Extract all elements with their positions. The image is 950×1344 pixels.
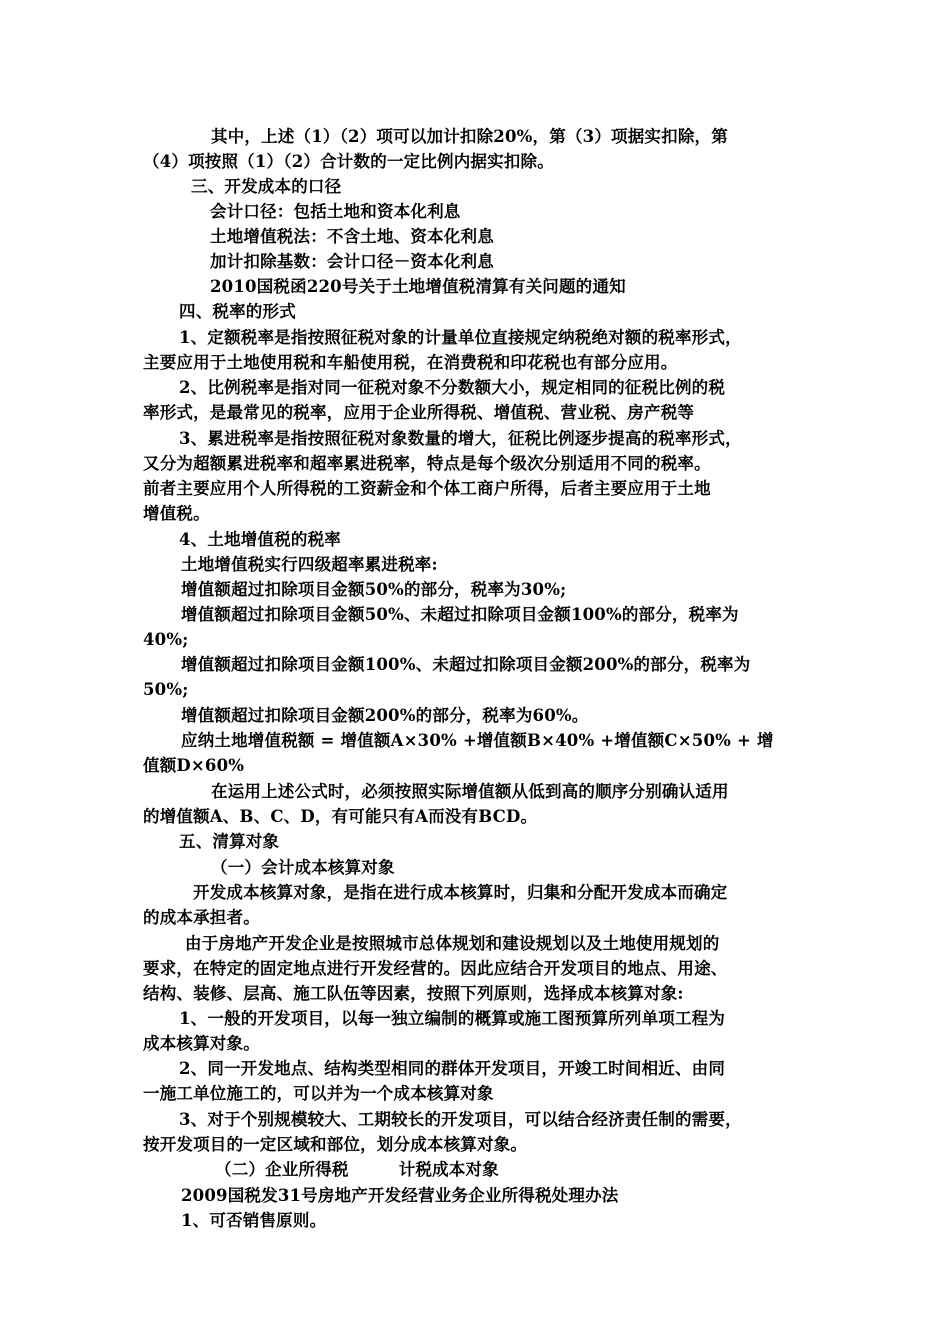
paragraph-line: 2009国税发31号房地产开发经营业务企业所得税处理办法 bbox=[181, 1186, 619, 1205]
paragraph-line: 成本核算对象。 bbox=[143, 1034, 260, 1053]
subsection-heading: （二）企业所得税 计税成本对象 bbox=[215, 1160, 499, 1179]
paragraph-line: 2、比例税率是指对同一征税对象不分数额大小，规定相同的征税比例的税 bbox=[179, 378, 726, 397]
section-heading: 三、开发成本的口径 bbox=[191, 177, 342, 196]
paragraph-line: 结构、装修、层高、施工队伍等因素，按照下列原则，选择成本核算对象: bbox=[143, 984, 684, 1003]
paragraph-line: 前者主要应用个人所得税的工资薪金和个体工商户所得，后者主要应用于土地 bbox=[143, 479, 711, 498]
paragraph-line: 在运用上述公式时，必须按照实际增值额从低到高的顺序分别确认适用 bbox=[211, 782, 729, 801]
subsection-heading: 4、土地增值税的税率 bbox=[179, 530, 341, 549]
paragraph-line: 的增值额A、B、C、D，有可能只有A而没有BCD。 bbox=[143, 807, 538, 826]
paragraph-line: 增值税。 bbox=[143, 504, 210, 523]
paragraph-line: 率形式，是最常见的税率，应用于企业所得税、增值税、营业税、房产税等 bbox=[143, 403, 695, 422]
paragraph-line: 又分为超额累进税率和超率累进税率，特点是每个级次分别适用不同的税率。 bbox=[143, 454, 711, 473]
paragraph-line: 一施工单位施工的，可以并为一个成本核算对象 bbox=[143, 1084, 494, 1103]
paragraph-line: 2、同一开发地点、结构类型相同的群体开发项目，开竣工时间相近、由同 bbox=[179, 1059, 726, 1078]
paragraph-line: 要求，在特定的固定地点进行开发经营的。因此应结合开发项目的地点、用途、 bbox=[143, 959, 728, 978]
paragraph-line: 会计口径：包括土地和资本化利息 bbox=[210, 202, 461, 221]
paragraph-line: 由于房地产开发企业是按照城市总体规划和建设规划以及土地使用规划的 bbox=[185, 934, 720, 953]
formula-line: 值额D×60% bbox=[143, 756, 245, 775]
paragraph-line: 主要应用于土地使用税和车船使用税，在消费税和印花税也有部分应用。 bbox=[143, 353, 678, 372]
subsection-heading: （一）会计成本核算对象 bbox=[211, 858, 395, 877]
paragraph-line: 增值额超过扣除项目金额100%、未超过扣除项目金额200%的部分，税率为 bbox=[181, 655, 751, 674]
paragraph-line: 3、对于个别规模较大、工期较长的开发项目，可以结合经济责任制的需要， bbox=[179, 1110, 742, 1129]
paragraph-line: 加计扣除基数：会计口径－资本化利息 bbox=[210, 252, 494, 271]
paragraph-line: 1、一般的开发项目，以每一独立编制的概算或施工图预算所列单项工程为 bbox=[179, 1009, 726, 1028]
paragraph-line: 土地增值税法：不含土地、资本化利息 bbox=[210, 227, 494, 246]
paragraph-line: 1、定额税率是指按照征税对象的计量单位直接规定纳税绝对额的税率形式， bbox=[179, 328, 742, 347]
paragraph-line: 土地增值税实行四级超率累进税率: bbox=[181, 555, 438, 574]
paragraph-line: 按开发项目的一定区域和部位，划分成本核算对象。 bbox=[143, 1135, 528, 1154]
formula-line: 应纳土地增值税额 = 增值额A×30% +增值额B×40% +增值额C×50% + 增 bbox=[181, 731, 774, 750]
paragraph-line: 1、可否销售原则。 bbox=[181, 1211, 327, 1230]
paragraph-line: （4）项按照（1）（2）合计数的一定比例内据实扣除。 bbox=[143, 152, 554, 171]
paragraph-line: 40%; bbox=[143, 630, 189, 649]
section-heading: 四、税率的形式 bbox=[179, 302, 296, 321]
paragraph-line: 增值额超过扣除项目金额200%的部分，税率为60%。 bbox=[181, 706, 589, 725]
paragraph-line: 2010国税函220号关于土地增值税清算有关问题的通知 bbox=[210, 277, 626, 296]
paragraph-line: 的成本承担者。 bbox=[143, 908, 260, 927]
paragraph-line: 3、累进税率是指按照征税对象数量的增大，征税比例逐步提高的税率形式， bbox=[179, 429, 742, 448]
paragraph-line: 增值额超过扣除项目金额50%的部分，税率为30%; bbox=[181, 580, 567, 599]
paragraph-line: 其中，上述（1）（2）项可以加计扣除20%，第（3）项据实扣除，第 bbox=[211, 127, 728, 146]
paragraph-line: 50%; bbox=[143, 680, 189, 699]
paragraph-line: 开发成本核算对象，是指在进行成本核算时，归集和分配开发成本而确定 bbox=[193, 883, 728, 902]
paragraph-line: 增值额超过扣除项目金额50%、未超过扣除项目金额100%的部分，税率为 bbox=[181, 605, 739, 624]
section-heading: 五、清算对象 bbox=[179, 832, 280, 851]
